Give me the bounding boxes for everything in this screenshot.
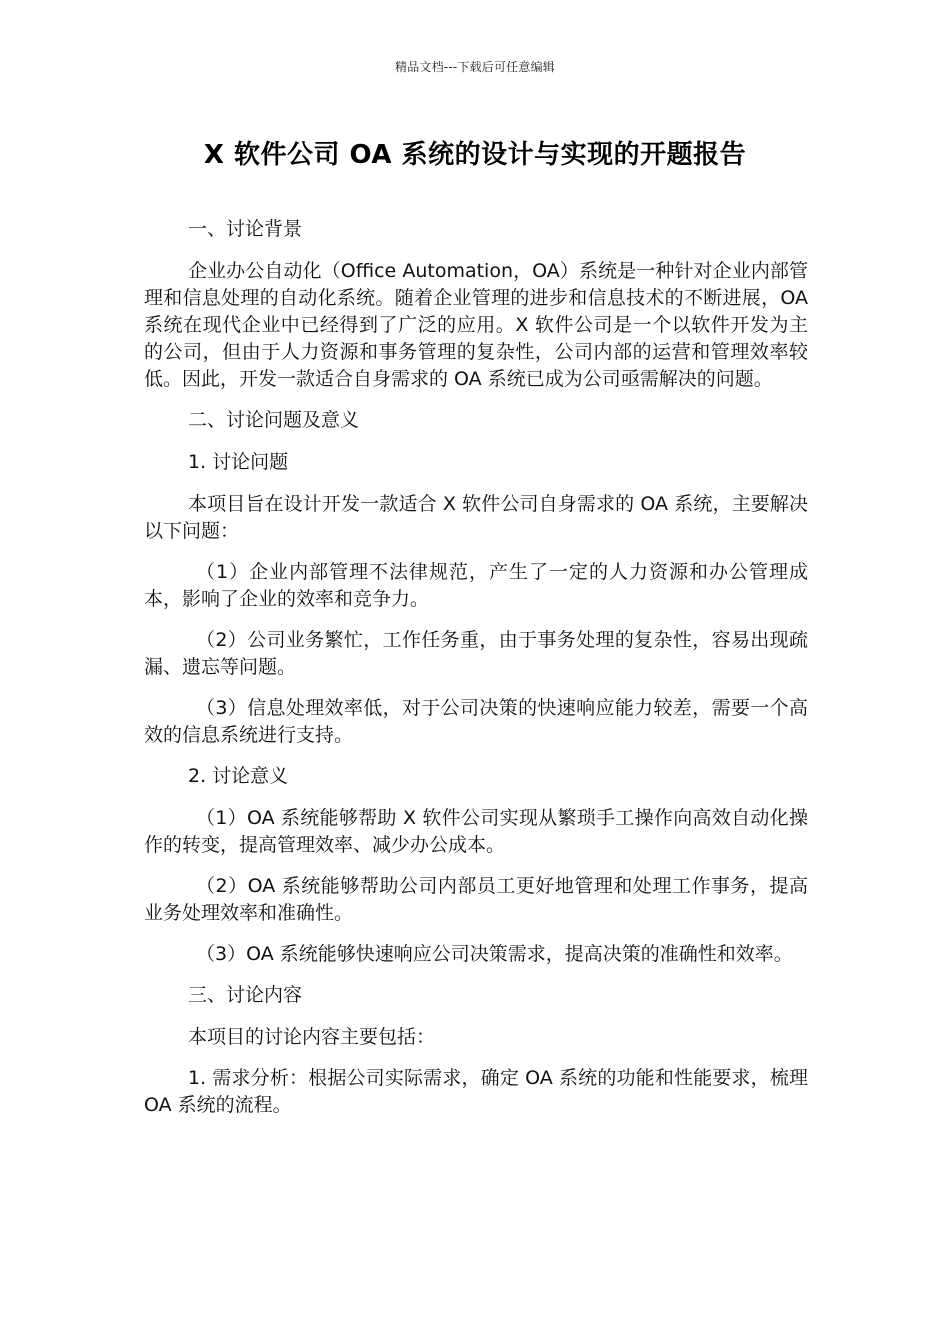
section-heading-background: 一、讨论背景	[188, 218, 303, 240]
section-heading-problems: 二、讨论问题及意义	[188, 409, 360, 431]
header-note: 精品文档---下载后可任意编辑	[395, 60, 555, 74]
section-heading-content: 三、讨论内容	[188, 984, 303, 1006]
significance-item: （3）OA 系统能够快速响应公司决策需求，提高决策的准确性和效率。	[196, 943, 793, 965]
content-intro: 本项目的讨论内容主要包括：	[188, 1026, 436, 1048]
significance-item: （2）OA 系统能够帮助公司内部员工更好地管理和处理工作事务，提高业务处理效率和准确性。	[144, 875, 808, 924]
problem-item: （3）信息处理效率低，对于公司决策的快速响应能力较差，需要一个高效的信息系统进行支持。	[144, 697, 808, 746]
subheading-problems: 1. 讨论问题	[188, 451, 289, 473]
subheading-significance: 2. 讨论意义	[188, 765, 289, 787]
significance-item: （1）OA 系统能够帮助 X 软件公司实现从繁琐手工操作向高效自动化操作的转变，提高管理效率、减少办公成本。	[144, 807, 808, 856]
problem-item: （1）企业内部管理不法律规范，产生了一定的人力资源和办公管理成本，影响了企业的效率和竞争力。	[144, 561, 808, 610]
problem-item: （2）公司业务繁忙，工作任务重，由于事务处理的复杂性，容易出现疏漏、遗忘等问题。	[144, 629, 808, 678]
problems-intro: 本项目旨在设计开发一款适合 X 软件公司自身需求的 OA 系统，主要解决以下问题：	[144, 493, 808, 542]
background-paragraph: 企业办公自动化（Office Automation，OA）系统是一种针对企业内部管理和信息处理的自动化系统。随着企业管理的进步和信息技术的不断进展，OA 系统在现代企业中已经得到了广泛的应用。X 软件公司是一个以软件开发为主的公司，但由于人力资源和事务管理的复杂性，公司内部的运营和管理效率较低。因此，开发一款适合自身需求的 OA 系统已成为公司亟需解决的问题。	[144, 260, 808, 390]
document-body	[144, 216, 808, 1133]
content-item: 1. 需求分析：根据公司实际需求，确定 OA 系统的功能和性能要求，梳理 OA 系统的流程。	[144, 1067, 808, 1116]
document-title: X 软件公司 OA 系统的设计与实现的开题报告	[203, 140, 747, 170]
